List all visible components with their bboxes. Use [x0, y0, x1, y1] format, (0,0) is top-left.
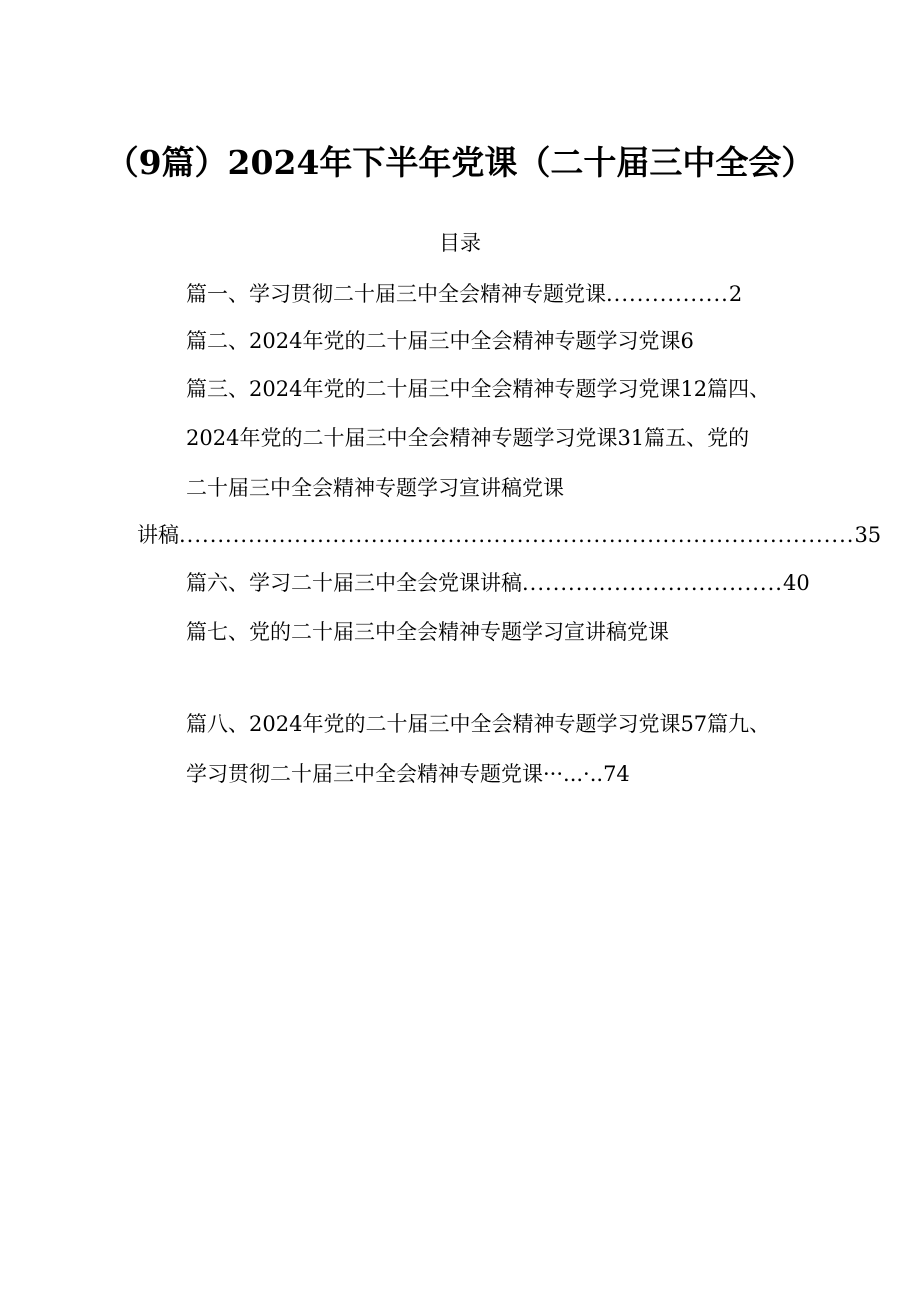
toc-entry-8[interactable]	[186, 709, 770, 739]
toc-page-number: 35	[854, 523, 882, 547]
toc-entry-text: 2024年党的二十届三中全会精神专题学习党课31篇五、党的	[186, 426, 750, 450]
toc-entry-5-continued[interactable]	[186, 473, 564, 503]
toc-leader-dots: ................	[606, 282, 729, 306]
toc-entry-text: 篇二、2024年党的二十届三中全会精神专题学习党课6	[186, 329, 694, 353]
toc-leader-dots: ........................................................................................	[179, 523, 855, 547]
toc-entry-text: 二十届三中全会精神专题学习宣讲稿党课	[186, 476, 564, 500]
toc-heading: 目录	[439, 231, 481, 255]
toc-entry-text: 篇一、学习贯彻二十届三中全会精神专题党课	[186, 282, 606, 306]
toc-entry-4[interactable]	[186, 423, 749, 453]
toc-leader-dots: ..................................	[522, 571, 783, 595]
toc-page-number: 40	[782, 571, 810, 595]
toc-entry-9[interactable]	[186, 759, 630, 789]
toc-entry-1[interactable]	[186, 279, 742, 309]
toc-entry-text: 篇三、2024年党的二十届三中全会精神专题学习党课12篇四、	[186, 377, 771, 401]
toc-entry-6[interactable]	[186, 568, 810, 598]
toc-entry-text: 讲稿	[137, 523, 179, 547]
toc-entry-5-end[interactable]	[137, 520, 881, 550]
toc-entry-7[interactable]	[186, 617, 669, 647]
toc-entry-text: 学习贯彻二十届三中全会精神专题党课···...·..74	[186, 762, 630, 786]
toc-entry-2[interactable]	[186, 326, 694, 356]
toc-page-number: 2	[728, 282, 743, 306]
toc-entry-3[interactable]	[186, 374, 770, 404]
toc-entry-text: 篇七、党的二十届三中全会精神专题学习宣讲稿党课	[186, 620, 669, 644]
toc-entry-text: 篇八、2024年党的二十届三中全会精神专题学习党课57篇九、	[186, 712, 771, 736]
toc-entry-text: 篇六、学习二十届三中全会党课讲稿	[186, 571, 522, 595]
document-title: （9篇）2024年下半年党课（二十届三中全会）	[105, 143, 815, 182]
